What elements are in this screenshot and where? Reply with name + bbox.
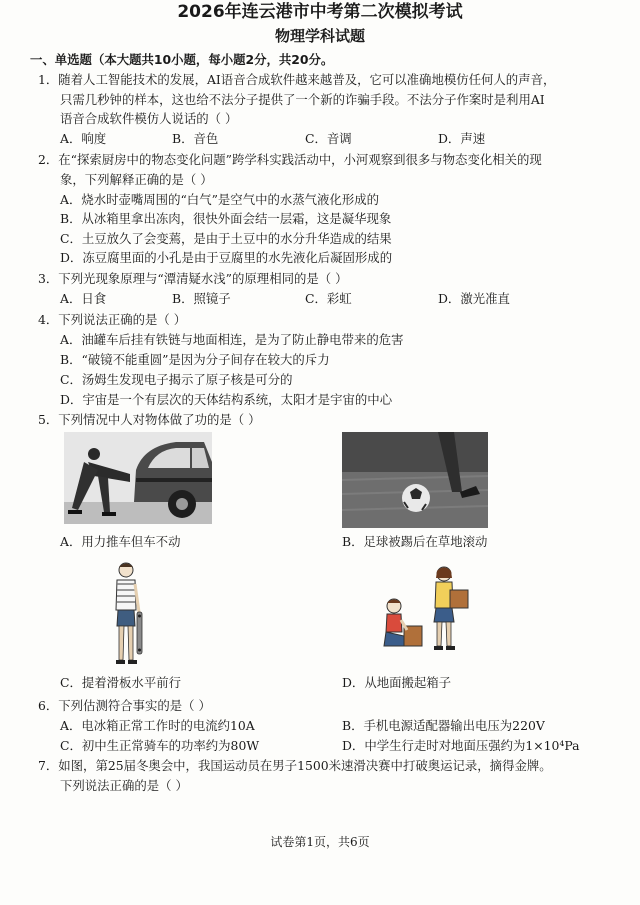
q1-line3: 语音合成软件模仿人说话的（ ） <box>60 111 238 126</box>
q2-option-c: C．土豆放久了会变蔫，是由于土豆中的水分升华造成的结果 <box>60 231 392 246</box>
lifting-box-figures <box>374 566 474 654</box>
q6-option-b: B．手机电源适配器输出电压为220V <box>342 718 545 733</box>
q3-option-a: A．日食 <box>60 291 107 306</box>
q4-option-b: B．“破镜不能重圆”是因为分子间存在较大的斥力 <box>60 352 330 367</box>
pushing-car-photo <box>64 432 212 524</box>
q1-option-d: D．声速 <box>438 131 486 146</box>
q2-line1: 2．在“探索厨房中的物态变化问题”跨学科实践活动中，小河观察到很多与物态变化相关的现 <box>38 152 542 167</box>
q1-line1: 1．随着人工智能技术的发展，AI语音合成软件越来越普及，它可以准确地模仿任何人的声音， <box>38 72 556 87</box>
q6-line1: 6．下列估测符合事实的是（ ） <box>38 698 211 713</box>
q5-option-b: B．足球被踢后在草地滚动 <box>342 534 488 549</box>
q6-option-a: A．电冰箱正常工作时的电流约10A <box>60 718 255 733</box>
q4-option-a: A．油罐车后挂有铁链与地面相连，是为了防止静电带来的危害 <box>60 332 404 347</box>
q5-option-d: D．从地面搬起箱子 <box>342 675 452 690</box>
q3-option-d: D．激光准直 <box>438 291 510 306</box>
section-heading: 一、单选题（本大题共10小题，每小题2分，共20分。 <box>30 52 334 67</box>
q1-line2: 只需几秒钟的样本，这也给不法分子提供了一个新的诈骗手段。不法分子作案时是利用AI <box>60 92 545 107</box>
q3-line1: 3．下列光现象原理与“潭清疑水浅”的原理相同的是（ ） <box>38 271 348 286</box>
page-footer: 试卷第1页，共6页 <box>270 835 370 849</box>
exam-title: 2026年连云港市中考第二次模拟考试 <box>177 2 463 22</box>
q7-line2: 下列说法正确的是（ ） <box>60 778 188 793</box>
q3-option-c: C．彩虹 <box>305 291 352 306</box>
carrying-skateboard-figure <box>108 560 144 670</box>
q5-option-c: C．提着滑板水平前行 <box>60 675 181 690</box>
football-rolling-photo <box>342 432 488 528</box>
q7-line1: 7．如图，第25届冬奥会中，我国运动员在男子1500米速滑决赛中打破奥运记录，摘得金牌。 <box>38 758 552 773</box>
q5-line1: 5．下列情况中人对物体做了功的是（ ） <box>38 412 261 427</box>
q2-line2: 象，下列解释正确的是（ ） <box>60 172 213 187</box>
q6-option-c: C．初中生正常骑车的功率约为80W <box>60 738 260 753</box>
q1-option-a: A．响度 <box>60 131 107 146</box>
q2-option-d: D．冻豆腐里面的小孔是由于豆腐里的水先液化后凝固形成的 <box>60 250 393 265</box>
q1-option-b: B．音色 <box>172 131 219 146</box>
q2-option-a: A．烧水时壶嘴周围的“白气”是空气中的水蒸气液化形成的 <box>60 192 379 207</box>
q6-option-d: D．中学生行走时对地面压强约为1×10⁴Pa <box>342 738 580 753</box>
q2-option-b: B．从冰箱里拿出冻肉，很快外面会结一层霜，这是凝华现象 <box>60 211 392 226</box>
q5-option-a: A．用力推车但车不动 <box>60 534 181 549</box>
exam-subtitle: 物理学科试题 <box>274 27 365 45</box>
q4-option-d: D．宇宙是一个有层次的天体结构系统，太阳才是宇宙的中心 <box>60 392 393 407</box>
q3-option-b: B．照镜子 <box>172 291 231 306</box>
q1-option-c: C．音调 <box>305 131 352 146</box>
q4-option-c: C．汤姆生发现电子揭示了原子核是可分的 <box>60 372 293 387</box>
q4-line1: 4．下列说法正确的是（ ） <box>38 312 187 327</box>
